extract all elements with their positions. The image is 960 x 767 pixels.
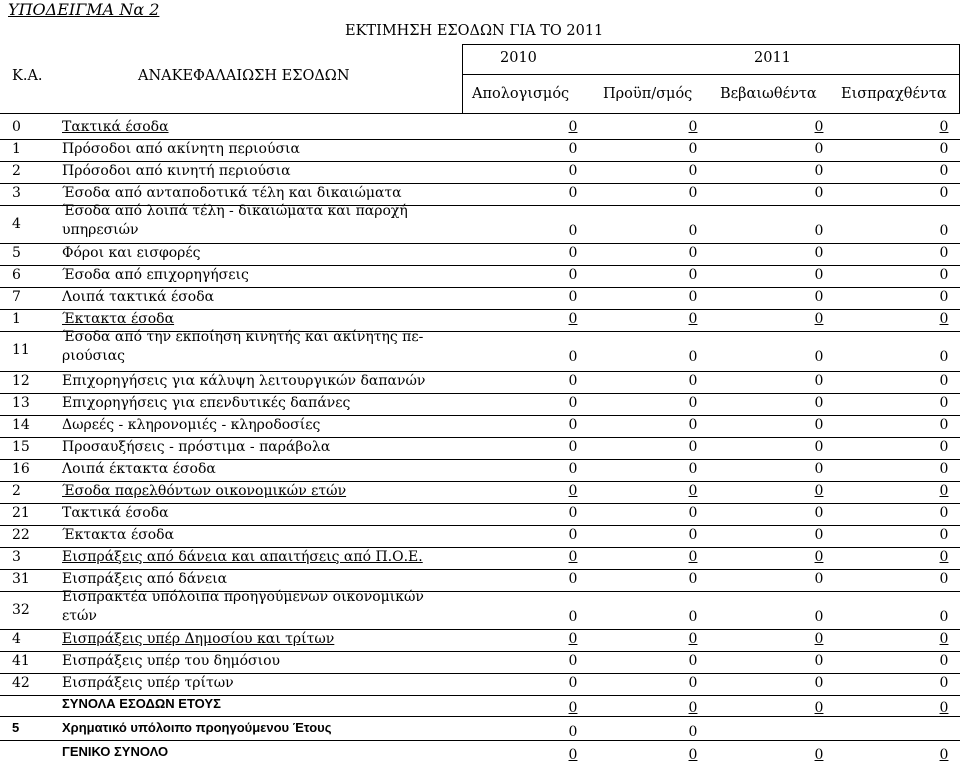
table-row [0,438,960,460]
row-value-3: 0 [814,289,824,305]
row-value-4: 0 [939,653,949,669]
table-row [0,589,960,630]
row-value-3: 0 [814,571,824,587]
row-code: 15 [12,439,30,455]
row-value-1: 0 [568,461,578,477]
document-title: ΥΠΟΔΕΙΓΜΑ Να 2 [8,0,160,19]
row-value-1: 0 [568,223,578,239]
row-description: Εισπράξεις υπέρ Δημοσίου και τρίτων [62,631,335,647]
row-value-1: 0 [568,571,578,587]
row-description: Εισπράξεις από δάνεια [62,571,228,587]
year-2010: 2010 [500,50,537,66]
row-code: 16 [12,461,30,477]
row-code: 1 [12,311,21,327]
row-value-2: 0 [688,439,698,455]
row-value-1: 0 [568,185,578,201]
row-value-2: 0 [688,373,698,389]
row-description: Πρόσοδοι από ακίνητη περιούσια [62,141,300,157]
row-description-cont: ριούσιας [62,348,125,364]
row-value-3: 0 [814,549,824,565]
header-bottom-line [0,113,960,114]
row-description: Λοιπά τακτικά έσοδα [62,289,215,305]
row-code: 12 [12,373,30,389]
row-value-1: 0 [568,119,578,135]
row-value-3: 0 [814,609,824,625]
table-row [0,118,960,140]
ypoloipo-value-1: 0 [568,724,578,740]
row-value-3: 0 [814,373,824,389]
totals-value-3: 0 [814,700,824,716]
row-code: 14 [12,417,30,433]
row-code: 3 [12,549,21,565]
row-value-2: 0 [688,483,698,499]
row-value-4: 0 [939,373,949,389]
row-description: Φόροι και εισφορές [62,245,201,261]
row-value-2: 0 [688,527,698,543]
geniko-value-1: 0 [568,747,578,763]
row-value-4: 0 [939,119,949,135]
row-value-2: 0 [688,395,698,411]
table-row [0,266,960,288]
row-description: Προσαυξήσεις - πρόστιμα - παράβολα [62,439,331,455]
row-value-4: 0 [939,675,949,691]
row-code: 21 [12,505,30,521]
geniko-value-2: 0 [688,747,698,763]
row-description: Έσοδα από επιχορηγήσεις [62,267,249,283]
row-value-2: 0 [688,609,698,625]
row-code: 5 [12,245,21,261]
row-code: 32 [12,602,30,618]
row-description: Έσοδα από την εκποίηση κινητής και ακίνητης πε- [62,329,424,345]
row-value-1: 0 [568,439,578,455]
row-value-1: 0 [568,505,578,521]
summary-title: ΑΝΑΚΕΦΑΛΑΙΩΣΗ ΕΣΟΔΩΝ [138,68,350,84]
row-value-3: 0 [814,185,824,201]
row-description: Εισπράξεις υπέρ τρίτων [62,675,234,691]
row-value-4: 0 [939,163,949,179]
table-row [0,460,960,482]
table-row [0,244,960,266]
row-value-1: 0 [568,653,578,669]
totals-value-1: 0 [568,700,578,716]
row-value-4: 0 [939,439,949,455]
row-value-1: 0 [568,373,578,389]
table-row [0,504,960,526]
row-description: Εισπράξεις από δάνεια και απαιτήσεις από Π.Ο.Ε. [62,549,423,565]
row-code: 1 [12,141,21,157]
row-value-2: 0 [688,417,698,433]
table-row [0,288,960,310]
row-value-4: 0 [939,223,949,239]
ypoloipo-line [0,740,960,741]
row-value-1: 0 [568,417,578,433]
row-value-1: 0 [568,631,578,647]
row-value-3: 0 [814,653,824,669]
row-code: 6 [12,267,21,283]
col-vevaiothenta: Βεβαιωθέντα [720,86,817,102]
row-value-4: 0 [939,505,949,521]
row-value-3: 0 [814,461,824,477]
row-code: 0 [12,119,21,135]
row-code: 4 [12,216,21,232]
row-value-2: 0 [688,631,698,647]
row-value-2: 0 [688,119,698,135]
header-top-line [462,44,960,45]
row-value-4: 0 [939,417,949,433]
row-code: 41 [12,653,30,669]
row-code: 42 [12,675,30,691]
row-value-4: 0 [939,461,949,477]
row-value-2: 0 [688,267,698,283]
table-row [0,203,960,244]
row-code: 4 [12,631,21,647]
row-value-1: 0 [568,349,578,365]
year-2011: 2011 [754,50,791,66]
row-code: 7 [12,289,21,305]
row-description: Έσοδα παρελθόντων οικονομικών ετών [62,483,347,499]
row-description: Έσοδα από λοιπά τέλη - δικαιώματα και παροχή [62,203,408,219]
row-value-3: 0 [814,141,824,157]
row-value-3: 0 [814,505,824,521]
row-code: 2 [12,163,21,179]
row-value-4: 0 [939,185,949,201]
row-value-2: 0 [688,675,698,691]
table-row [0,548,960,570]
row-description: Επιχορηγήσεις για επενδυτικές δαπάνες [62,395,351,411]
row-description: Έκτακτα έσοδα [62,527,175,543]
row-value-1: 0 [568,267,578,283]
row-description: Εισπρακτέα υπόλοιπα προηγούμενων οικονομικών [62,589,424,605]
ypoloipo-label: Χρηματικό υπόλοιπο προηγούμενου Έτους [62,720,332,735]
table-row [0,140,960,162]
row-code: 3 [12,185,21,201]
row-value-2: 0 [688,245,698,261]
row-value-2: 0 [688,311,698,327]
row-value-3: 0 [814,417,824,433]
row-description: Τακτικά έσοδα [62,119,169,135]
row-value-1: 0 [568,163,578,179]
table-row [0,372,960,394]
row-description-cont: ετών [62,608,97,624]
col-eispraxthenta: Εισπραχθέντα [841,86,947,102]
row-description: Πρόσοδοι από κινητή περιούσια [62,163,291,179]
geniko-label: ΓΕΝΙΚΟ ΣΥΝΟΛΟ [62,744,169,759]
row-description: Δωρεές - κληρονομιές - κληροδοσίες [62,417,321,433]
row-value-1: 0 [568,141,578,157]
row-value-3: 0 [814,483,824,499]
row-description: Επιχορηγήσεις για κάλυψη λειτουργικών δαπανών [62,373,426,389]
row-value-1: 0 [568,609,578,625]
table-row [0,482,960,504]
row-value-2: 0 [688,571,698,587]
row-value-2: 0 [688,505,698,521]
row-value-4: 0 [939,527,949,543]
row-value-2: 0 [688,289,698,305]
row-value-1: 0 [568,527,578,543]
table-row [0,162,960,184]
table-row [0,416,960,438]
table-row [0,674,960,696]
table-row [0,526,960,548]
row-value-3: 0 [814,527,824,543]
row-value-3: 0 [814,311,824,327]
row-value-3: 0 [814,119,824,135]
row-value-2: 0 [688,141,698,157]
row-value-1: 0 [568,289,578,305]
ka-label: Κ.Α. [12,68,43,84]
row-value-2: 0 [688,185,698,201]
row-value-2: 0 [688,349,698,365]
row-code: 2 [12,483,21,499]
row-value-1: 0 [568,311,578,327]
row-value-4: 0 [939,267,949,283]
col-proypologismos: Προϋπ/σμός [603,86,693,102]
row-value-4: 0 [939,245,949,261]
row-value-1: 0 [568,483,578,499]
row-description-cont: υπηρεσιών [62,222,139,238]
row-value-4: 0 [939,571,949,587]
table-row [0,329,960,372]
row-value-4: 0 [939,289,949,305]
row-value-3: 0 [814,267,824,283]
row-value-2: 0 [688,223,698,239]
row-value-3: 0 [814,395,824,411]
row-value-2: 0 [688,653,698,669]
col-apologismos: Απολογισμός [472,86,570,102]
header-year-line [462,74,960,75]
row-value-3: 0 [814,349,824,365]
row-value-2: 0 [688,163,698,179]
row-value-4: 0 [939,609,949,625]
row-value-4: 0 [939,483,949,499]
row-value-3: 0 [814,163,824,179]
row-description: Λοιπά έκτακτα έσοδα [62,461,216,477]
ypoloipo-code: 5 [12,720,20,735]
row-value-3: 0 [814,675,824,691]
row-description: Έσοδα από ανταποδοτικά τέλη και δικαιώματα [62,185,402,201]
table-row [0,630,960,652]
totals-value-2: 0 [688,700,698,716]
row-value-4: 0 [939,631,949,647]
row-description: Έκτακτα έσοδα [62,311,175,327]
row-code: 31 [12,571,30,587]
row-value-3: 0 [814,223,824,239]
row-value-2: 0 [688,549,698,565]
row-value-4: 0 [939,349,949,365]
row-code: 13 [12,395,30,411]
row-value-2: 0 [688,461,698,477]
table-row [0,394,960,416]
row-description: Εισπράξεις υπέρ του δημόσιου [62,653,281,669]
row-value-3: 0 [814,439,824,455]
geniko-value-4: 0 [939,747,949,763]
row-code: 11 [12,342,30,358]
header-left-border [462,44,463,114]
totals-value-4: 0 [939,700,949,716]
ypoloipo-value-2: 0 [688,724,698,740]
row-value-1: 0 [568,395,578,411]
row-description: Τακτικά έσοδα [62,505,169,521]
row-value-4: 0 [939,311,949,327]
row-value-1: 0 [568,245,578,261]
row-code: 22 [12,527,30,543]
table-row [0,652,960,674]
row-value-4: 0 [939,395,949,411]
geniko-value-3: 0 [814,747,824,763]
totals-line [0,716,960,717]
row-value-1: 0 [568,549,578,565]
row-value-3: 0 [814,631,824,647]
row-value-1: 0 [568,675,578,691]
row-value-4: 0 [939,141,949,157]
row-value-3: 0 [814,245,824,261]
totals-label: ΣΥΝΟΛΑ ΕΣΟΔΩΝ ΕΤΟΥΣ [62,696,221,711]
main-title: ΕΚΤΙΜΗΣΗ ΕΣΟΔΩΝ ΓΙΑ ΤΟ 2011 [345,23,604,39]
row-value-4: 0 [939,549,949,565]
